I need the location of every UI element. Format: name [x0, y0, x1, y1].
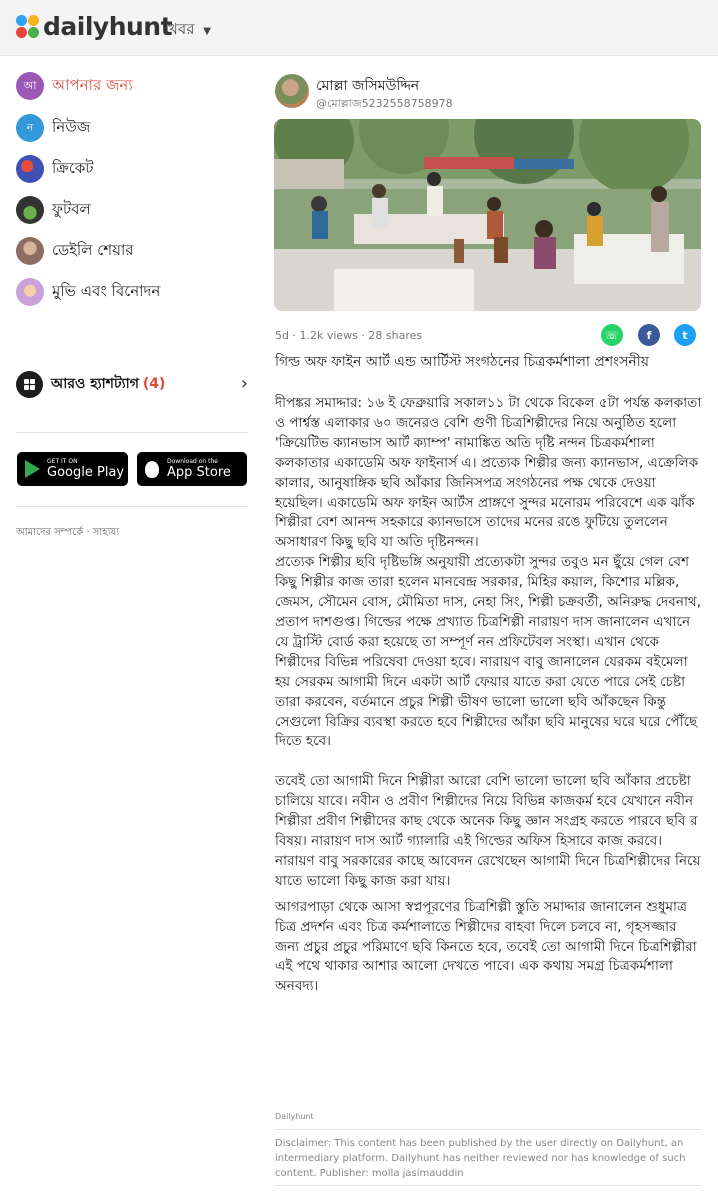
sidebar-item-label: আপনার জন্য — [52, 75, 133, 94]
hashtag-grid-icon — [16, 371, 43, 398]
twitter-icon[interactable]: t — [674, 324, 696, 346]
app-store-button[interactable] — [137, 452, 247, 486]
language-label: খবর — [168, 20, 195, 38]
more-hashtags[interactable] — [16, 368, 248, 400]
sidebar-item-label: ফুটবল — [52, 199, 91, 218]
store-small-text: Download on the — [167, 458, 218, 465]
store-big-text: Google Play — [47, 465, 125, 480]
source-label: Dailyhunt — [275, 1112, 314, 1121]
sidebar-item-daily-share[interactable] — [16, 236, 134, 266]
post-image[interactable] — [274, 119, 701, 311]
facebook-icon[interactable]: f — [638, 324, 660, 346]
daily-share-icon — [16, 237, 44, 265]
post-title: গিল্ড অফ ফাইন আর্ট এন্ড আর্টিস্ট সংগঠনের চিত্রকর্মশালা প্রশংসনীয় — [275, 354, 650, 370]
caret-down-icon: ▼ — [203, 26, 211, 37]
logo-icon — [16, 15, 40, 39]
sidebar-item-label: ক্রিকেট — [52, 158, 94, 177]
store-small-text: GET IT ON — [47, 458, 78, 465]
movies-icon — [16, 278, 44, 306]
body-paragraph: দীপঙ্কর সমাদ্দার: ১৬ ই ফেব্রুয়ারি সকাল১১ টা থেকে বিকেল ৫টা পর্যন্ত কলকাতা ও পার্শ্বস্ত এলাকার ৬০ জনেরও বেশি গুণী চিত্রশিল্পীদের নিয়ে অনুষ্ঠিত হলো 'ক্রিয়েটিভ ক্যানভাস আর্ট ক্যাম্প' নামাঙ্কিত অতি দৃষ্টি নন্দন চিত্রকর্মশালা কলকাতার একাডেমি অফ ফাইনার্স এ। প্রত্যেক শিল্পীর জন্য ক্যানভাস, এক্রেলিক কালার, আনুষাঙ্গিক ছবি আঁকার জিনিসপত্র সংগঠনের পক্ষ থেকে দেওয়া হয়েছিল। একাডেমি অফ ফাইন আর্টস প্রাঙ্গণে সুন্দর মনোরম পরিবেশে এক ঝাঁক শিল্পীরা বেশ আনন্দ সহকারে ক্যানভাসে তাদের মনের রঙে ফুটিয়ে তুললেন অসাধারণ কিছু ছবি যা অতি দৃষ্টিনন্দন। — [275, 395, 702, 551]
dailyhunt-logo[interactable] — [16, 12, 172, 41]
disclaimer: Disclaimer: This content has been published by the user directly on Dailyhunt, an intermediary platform. Dailyhunt has neither reviewed nor has knowledge of such content. Publisher: molla jasimauddin — [275, 1138, 686, 1179]
news-icon: ন — [16, 114, 44, 142]
language-dropdown[interactable] — [168, 18, 211, 43]
footer-links[interactable]: আমাদের সম্পর্কে · সাহায্য — [16, 527, 120, 538]
author-name[interactable]: মোল্লা জসিমউদ্দিন — [316, 78, 420, 94]
sidebar-item-label: মুভি এবং বিনোদন — [52, 281, 161, 300]
google-play-icon — [25, 460, 40, 478]
sidebar-item-news[interactable] — [16, 113, 90, 143]
football-icon — [16, 196, 44, 224]
sidebar-item-football[interactable] — [16, 195, 91, 225]
cricket-icon — [16, 155, 44, 183]
for-you-icon: আ — [16, 72, 44, 100]
author-handle: @মোল্লাজ5232558758978 — [316, 97, 453, 110]
top-bar — [0, 0, 718, 56]
hashtag-label: আরও হ্যাশট্যাগ — [51, 376, 139, 392]
sidebar-item-label: ডেইলি শেয়ার — [52, 240, 134, 259]
sidebar-item-label: নিউজ — [52, 117, 91, 136]
logo-text: dailyhunt — [43, 12, 173, 41]
sidebar-item-movies[interactable] — [16, 277, 160, 307]
apple-icon — [145, 461, 159, 478]
google-play-button[interactable] — [17, 452, 128, 486]
divider — [16, 506, 248, 507]
divider — [275, 1129, 701, 1130]
whatsapp-icon[interactable]: ☏ — [601, 324, 623, 346]
sidebar-item-cricket[interactable] — [16, 154, 94, 184]
post-meta: 5d · 1.2k views · 28 shares — [275, 329, 423, 342]
post-body — [275, 394, 703, 997]
body-paragraph: আগরপাড়া থেকে আসা স্বপ্নপূরণের চিত্রশিল্পী স্তুতি সমাদ্দার জানালেন শুধুমাত্র চিত্র প্রদর্শন এবং চিত্র কর্মশালাতে শিল্পীদের বাহবা দিলে চলবে না, গৃহসজ্জার জন্য প্রচুর প্রচুর পরিমাণে ছবি কিনতে হবে, তবেই তো আগামী দিনে চিত্রশিল্পীরা এই পথে থাকার আশার আলো দেখতে পাবে। এক কথায় সমগ্র চিত্রকর্মশালা অনবদ্য। — [275, 898, 697, 995]
divider — [275, 1185, 701, 1186]
author-avatar[interactable] — [275, 74, 309, 108]
divider — [16, 432, 248, 433]
hashtag-count: (4) — [142, 376, 166, 392]
chevron-right-icon: › — [240, 373, 248, 394]
body-paragraph: প্রত্যেক শিল্পীর ছবি দৃষ্টিভঙ্গি অনুযায়ী প্রত্যেকটা সুন্দর তবুও মন ছুঁয়ে গেল বেশ কিছু শিল্পীর কাজ তারা হলেন মানবেন্দ্র সরকার, মিহির কয়াল, কিশোর মল্লিক, জেমস, সৌমেন বোস, মৌমিতা দাস, নেহা সিং, শিল্পী চক্রবর্তী, অনিরুদ্ধ দেবনাথ, প্রতাপ দাশগুপ্ত। গিল্ডের পক্ষে প্রখ্যাত চিত্রশিল্পী নারায়ণ দাস জানালেন এখানে যে ট্রাস্টি বোর্ড করা হয়েছে তা সম্পূর্ণ নন প্রফিটেবল সংস্থা। এখান থেকে শিল্পীদের বিভিন্ন পরিষেবা দেওয়া হবে। নারায়ণ বাবু জানালেন যেরকম বইমেলা হয় সেরকম আগামী দিনে একটা আর্ট ফেয়ার যাতে করা যেতে পারে সেই চেষ্টা তারা করবেন, বর্তমানে প্রচুর শিল্পী ভীষণ ভালো ভালো ছবি আঁকছেন কিন্তু সেগুলো বিক্রির ব্যবস্থা করতে হবে শিল্পীদের আঁকা ছবি মানুষের ঘরে ঘরে পৌঁছে দিতে হবে। — [275, 554, 702, 750]
sidebar-item-for-you[interactable] — [16, 71, 133, 101]
store-big-text: App Store — [167, 465, 231, 480]
body-paragraph: তবেই তো আগামী দিনে শিল্পীরা আরো বেশি ভালো ভালো ছবি আঁকার প্রচেষ্টা চালিয়ে যাবে। নবীন ও প্রবীণ শিল্পীদের নিয়ে বিভিন্ন কাজকর্ম হবে যেখানে নবীন শিল্পীরা প্রবীণ শিল্পীদের কাছ থেকে অনেক কিছু জ্ঞান সংগ্রহ করতে পারবে ছবি র বিষয়। নারায়ণ দাস আর্ট গ্যালারি এই গিল্ডের অফিস হিসাবে কাজ করবে। নারায়ণ বাবু সরকারের কাছে আবেদন রেখেছেন আগামী দিনে চিত্রশিল্পীদের নিয়ে যাতে ভালো কিছু কাজ করা যায়। — [275, 773, 701, 889]
